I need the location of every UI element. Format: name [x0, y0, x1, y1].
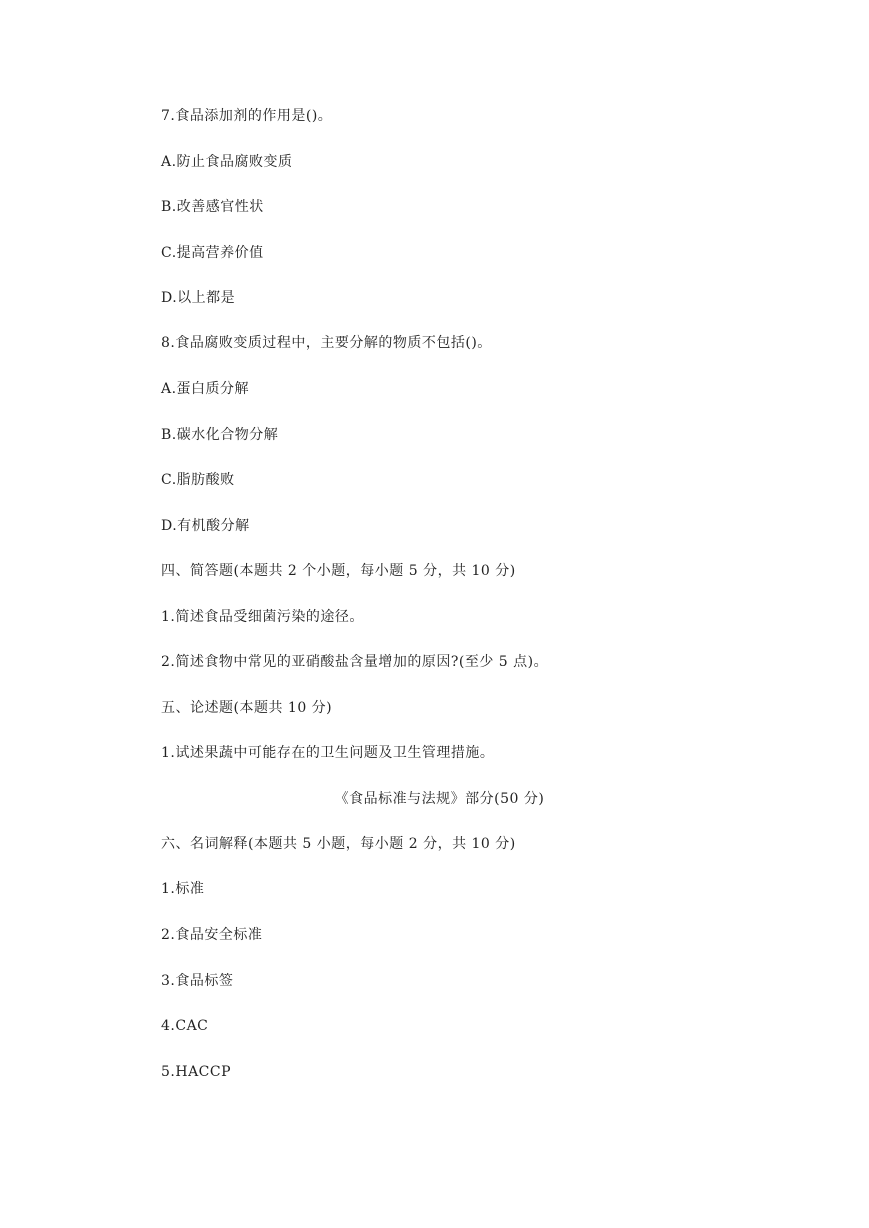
- question-7-option-a: A.防止食品腐败变质: [161, 154, 293, 170]
- term-item-5: 5.HACCP: [161, 1064, 232, 1080]
- question-8-option-b: B.碳水化合物分解: [161, 427, 279, 443]
- question-8-option-c: C.脂肪酸败: [161, 472, 235, 488]
- question-8-stem: 8.食品腐败变质过程中，主要分解的物质不包括()。: [161, 335, 492, 351]
- term-item-1: 1.标准: [161, 881, 205, 897]
- short-answer-item-2: 2.简述食物中常见的亚硝酸盐含量增加的原因?(至少 5 点)。: [161, 654, 549, 670]
- question-8-option-d: D.有机酸分解: [161, 518, 250, 534]
- question-7-option-c: C.提高营养价值: [161, 245, 264, 261]
- question-7-option-d: D.以上都是: [161, 290, 236, 306]
- essay-heading: 五、论述题(本题共 10 分): [161, 700, 333, 716]
- essay-item-1: 1.试述果蔬中可能存在的卫生问题及卫生管理措施。: [161, 745, 495, 761]
- term-item-2: 2.食品安全标准: [161, 927, 263, 943]
- terms-heading: 六、名词解释(本题共 5 小题，每小题 2 分，共 10 分): [161, 836, 516, 852]
- term-item-4: 4.CAC: [161, 1018, 209, 1034]
- section-title: 《食品标准与法规》部分(50 分): [334, 791, 545, 807]
- short-answer-item-1: 1.简述食品受细菌污染的途径。: [161, 609, 364, 625]
- question-8-option-a: A.蛋白质分解: [161, 381, 250, 397]
- short-answer-heading: 四、简答题(本题共 2 个小题，每小题 5 分，共 10 分): [161, 563, 516, 579]
- question-7-option-b: B.改善感官性状: [161, 199, 264, 215]
- question-7-stem: 7.食品添加剂的作用是()。: [161, 108, 333, 124]
- term-item-3: 3.食品标签: [161, 973, 234, 989]
